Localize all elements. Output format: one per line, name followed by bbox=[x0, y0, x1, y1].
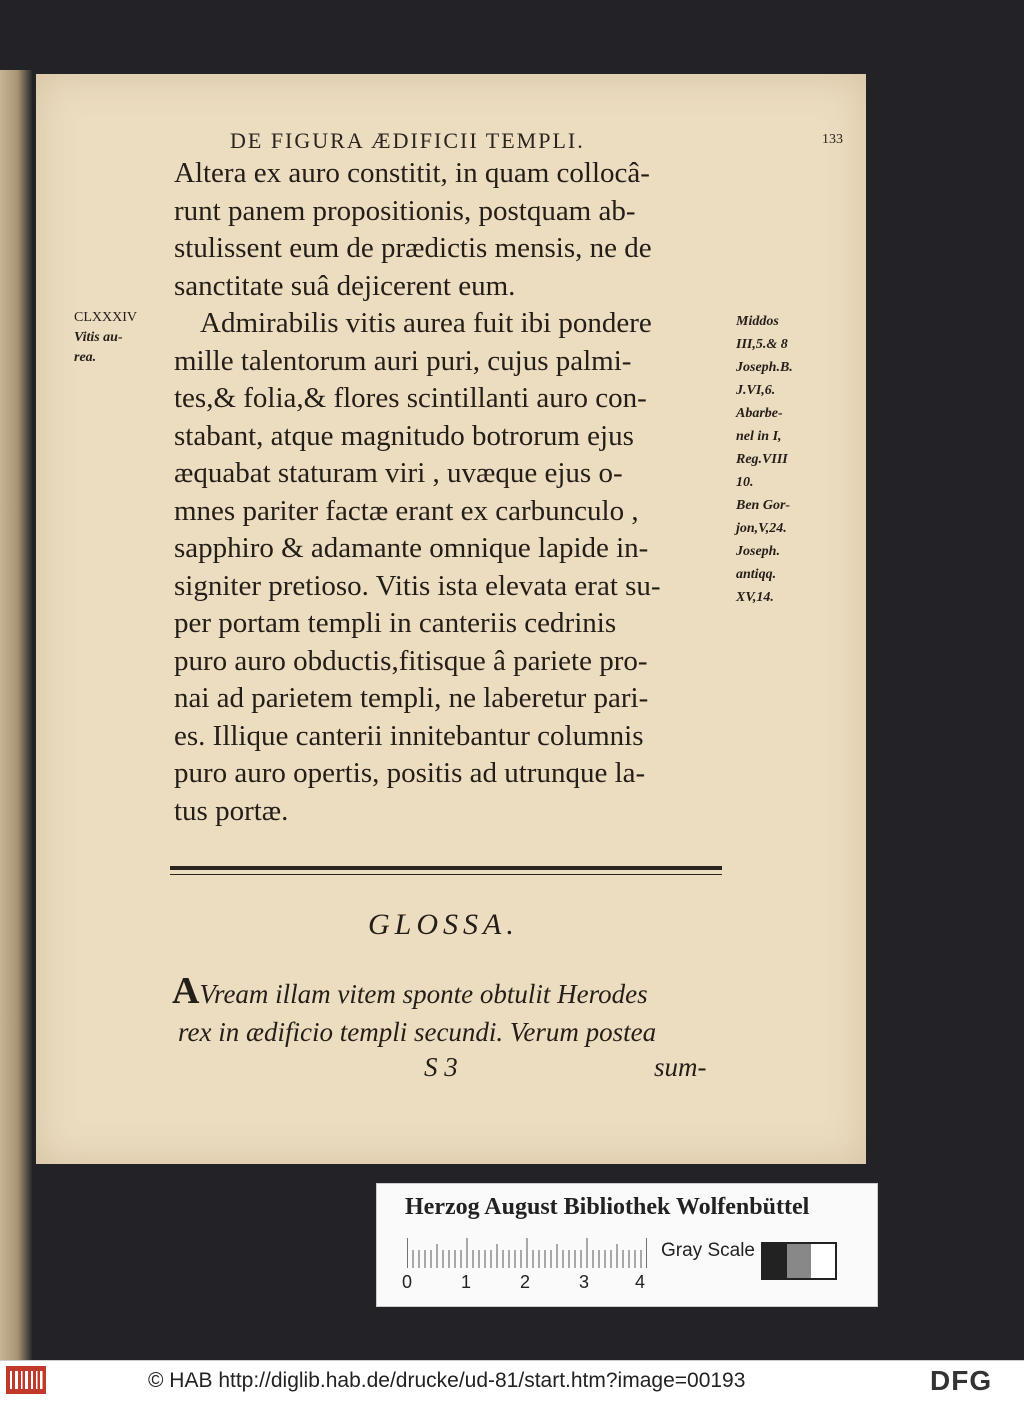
footer-bar bbox=[0, 1360, 1024, 1401]
margin-line: rea. bbox=[74, 350, 97, 365]
text-line: Admirabilis vitis aurea fuit ibi pondere bbox=[200, 307, 652, 339]
section-rule-thick bbox=[170, 866, 722, 870]
scale-number: 2 bbox=[520, 1272, 531, 1292]
text-line: puro auro obductis,fitisque â pariete pro- bbox=[174, 644, 648, 677]
margin-line: Reg.VIII bbox=[736, 452, 788, 467]
text-line: stabant, atque magnitudo botrorum ejus bbox=[174, 419, 634, 452]
left-marginal-note bbox=[74, 308, 137, 368]
margin-line: Ben Gor- bbox=[736, 498, 791, 513]
facing-page-edge bbox=[0, 70, 32, 1360]
text-line: sapphiro & adamante omnique lapide in- bbox=[174, 532, 649, 564]
scale-number: 4 bbox=[635, 1272, 646, 1292]
text-line: sanctitate suâ dejicerent eum. bbox=[174, 269, 516, 302]
running-title: DE FIGURA ÆDIFICII TEMPLI. bbox=[230, 128, 585, 153]
glossa-heading: GLOSSA. bbox=[368, 908, 519, 941]
text-line: mnes pariter factæ erant ex carbunculo , bbox=[174, 494, 639, 527]
gray-swatch bbox=[811, 1244, 835, 1278]
margin-line: III,5.& 8 bbox=[736, 337, 788, 352]
main-text bbox=[174, 155, 734, 830]
library-name: Herzog August Bibliothek Wolfenbüttel bbox=[405, 1194, 810, 1220]
gray-swatch bbox=[763, 1244, 787, 1278]
gray-scale-bar bbox=[761, 1242, 837, 1280]
text-line: nai ad parietem templi, ne laberetur pari- bbox=[174, 682, 649, 714]
margin-line: Joseph.B. bbox=[736, 360, 793, 375]
margin-line: Middos bbox=[736, 314, 779, 329]
right-marginal-note bbox=[736, 310, 793, 609]
margin-line: XV,14. bbox=[736, 590, 774, 605]
text-line: mille talentorum auri puri, cujus palmi- bbox=[174, 344, 632, 377]
barcode-logo-icon bbox=[6, 1366, 46, 1394]
text-line: per portam templi in canteriis cedrinis bbox=[174, 607, 617, 639]
margin-line: 10. bbox=[736, 475, 754, 490]
catchword: sum- bbox=[654, 1052, 707, 1082]
scale-number: 0 bbox=[402, 1272, 413, 1292]
text-line: stulissent eum de prædictis mensis, ne de bbox=[174, 232, 652, 264]
margin-line: CLXXXIV bbox=[74, 310, 137, 325]
ruler-scale bbox=[407, 1238, 647, 1268]
glossa-line-1: Vream illam vitem sponte obtulit Herodes bbox=[199, 979, 648, 1009]
text-line: Altera ex auro constitit, in quam collocâ- bbox=[174, 157, 650, 189]
dfg-logo: DFG bbox=[930, 1365, 993, 1396]
library-scale-card bbox=[376, 1183, 878, 1307]
margin-line: antiqq. bbox=[736, 567, 777, 582]
text-line: es. Illique canterii innitebantur columnis bbox=[174, 719, 644, 752]
glossa-text bbox=[172, 972, 732, 1051]
margin-line: Abarbe- bbox=[736, 406, 783, 421]
scale-number: 1 bbox=[461, 1272, 472, 1292]
margin-line: nel in I, bbox=[736, 429, 782, 444]
text-line: tus portæ. bbox=[174, 794, 289, 827]
margin-line: Vitis au- bbox=[74, 330, 123, 345]
margin-line: J.VI,6. bbox=[736, 383, 776, 398]
gray-scale-label: Gray Scale bbox=[661, 1240, 755, 1261]
text-line: runt panem propositionis, postquam ab- bbox=[174, 194, 636, 227]
margin-line: jon,V,24. bbox=[736, 521, 787, 536]
text-line: tes,& folia,& flores scintillanti auro con- bbox=[174, 382, 647, 414]
glossa-line bbox=[172, 972, 732, 1013]
section-rule-thin bbox=[170, 874, 722, 875]
glossa-line-2: rex in ædificio templi secundi. Verum postea bbox=[178, 1017, 657, 1047]
page-number: 133 bbox=[822, 132, 843, 147]
text-line: æquabat staturam viri , uvæque ejus o- bbox=[174, 457, 623, 489]
copyright-url[interactable]: © HAB http://diglib.hab.de/drucke/ud-81/start.htm?image=00193 bbox=[148, 1369, 746, 1392]
gray-swatch bbox=[787, 1244, 811, 1278]
text-line: signiter pretioso. Vitis ista elevata erat su- bbox=[174, 569, 661, 602]
text-line: puro auro opertis, positis ad utrunque la- bbox=[174, 757, 646, 789]
drop-cap: A bbox=[172, 970, 200, 1012]
scale-number: 3 bbox=[579, 1272, 590, 1292]
signature-mark: S 3 bbox=[424, 1052, 458, 1082]
margin-line: Joseph. bbox=[736, 544, 780, 559]
